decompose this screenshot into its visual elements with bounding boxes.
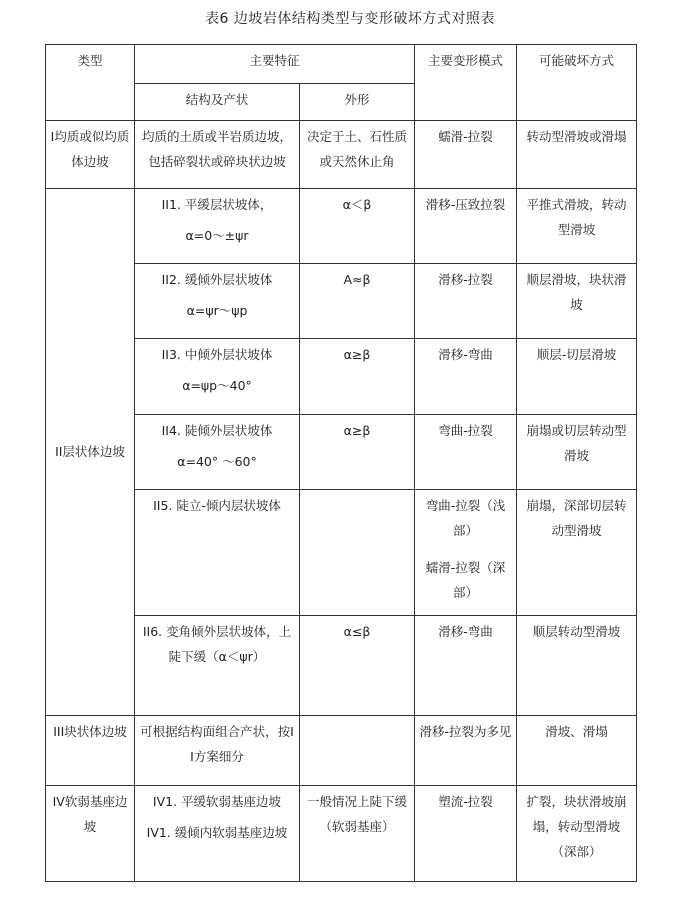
header-failure: 可能破坏方式 <box>517 45 637 121</box>
group2-type: II层状体边坡 <box>46 188 135 716</box>
r25-structure: II5. 陡立-倾内层状坡体 <box>135 490 300 616</box>
r24-deformation: 弯曲-拉裂 <box>415 414 517 489</box>
r23-deformation: 滑移-弯曲 <box>415 339 517 414</box>
r26-structure: II6. 变角倾外层状坡体，上陡下缓（α＜ψr） <box>135 615 300 715</box>
row4-structure-line2: IV1. 缓倾内软弱基座边坡 <box>146 825 288 841</box>
table-row <box>46 786 637 882</box>
r25-deformation-shallow: 弯曲-拉裂（浅部） <box>425 498 506 539</box>
row4-structure-line1: IV1. 平缓软弱基座边坡 <box>152 794 282 810</box>
r21-structure-line1: II1. 平缓层状坡体， <box>161 196 273 212</box>
r22-shape: A≈β <box>300 264 415 339</box>
r22-structure-line2: α=ψr～ψp <box>186 303 248 319</box>
r24-structure <box>135 414 300 489</box>
r23-shape: α≥β <box>300 339 415 414</box>
row1-shape: 决定于土、石性质或天然休止角 <box>300 121 415 188</box>
r26-failure: 顺层转动型滑坡 <box>517 615 637 715</box>
r26-deformation: 滑移-弯曲 <box>415 615 517 715</box>
r22-failure: 顺层滑坡，块状滑坡 <box>517 264 637 339</box>
header-type: 类型 <box>46 45 135 121</box>
r24-shape: α≥β <box>300 414 415 489</box>
r25-deformation <box>415 490 517 616</box>
header-shape: 外形 <box>300 84 415 121</box>
r22-deformation: 滑移-拉裂 <box>415 264 517 339</box>
r26-shape: α≤β <box>300 615 415 715</box>
row4-deformation: 塑流-拉裂 <box>415 786 517 882</box>
table-row <box>46 121 637 188</box>
table-row <box>46 264 637 339</box>
table-row <box>46 188 637 263</box>
slope-structure-table <box>45 44 637 882</box>
header-structure: 结构及产状 <box>135 84 300 121</box>
row3-deformation: 滑移-拉裂为多见 <box>415 716 517 786</box>
row1-deformation: 蠕滑-拉裂 <box>415 121 517 188</box>
header-main-features: 主要特征 <box>135 45 415 84</box>
r23-structure <box>135 339 300 414</box>
r23-failure: 顺层-切层滑坡 <box>517 339 637 414</box>
r24-structure-line2: α=40° ～60° <box>177 453 257 469</box>
r22-structure-line1: II2. 缓倾外层状坡体 <box>161 272 273 288</box>
r21-structure <box>135 188 300 263</box>
row3-shape <box>300 716 415 786</box>
r21-failure: 平推式滑坡，转动型滑坡 <box>517 188 637 263</box>
r23-structure-line2: α=ψp～40° <box>182 378 252 394</box>
table-row <box>46 615 637 715</box>
row1-structure: 均质的土质或半岩质边坡，包括碎裂状或碎块状边坡 <box>135 121 300 188</box>
r25-failure: 崩塌，深部切层转动型滑坡 <box>517 490 637 616</box>
table-row <box>46 716 637 786</box>
table-row <box>46 339 637 414</box>
r21-deformation: 滑移-压致拉裂 <box>415 188 517 263</box>
r24-failure: 崩塌或切层转动型滑坡 <box>517 414 637 489</box>
header-deformation: 主要变形模式 <box>415 45 517 121</box>
table-row <box>46 414 637 489</box>
r21-shape: α＜β <box>300 188 415 263</box>
table-caption: 表6 边坡岩体结构类型与变形破坏方式对照表 <box>205 11 495 27</box>
row4-structure <box>135 786 300 882</box>
r22-structure <box>135 264 300 339</box>
row4-shape: 一般情况上陡下缓（软弱基座） <box>300 786 415 882</box>
row3-failure: 滑坡、滑塌 <box>517 716 637 786</box>
row4-type: IV软弱基座边坡 <box>46 786 135 882</box>
row1-failure: 转动型滑坡或滑塌 <box>517 121 637 188</box>
row3-structure: 可根据结构面组合产状，按II方案细分 <box>135 716 300 786</box>
row4-failure: 扩裂，块状滑坡崩塌，转动型滑坡（深部） <box>517 786 637 882</box>
r23-structure-line1: II3. 中倾外层状坡体 <box>161 347 273 363</box>
row3-type: III块状体边坡 <box>46 716 135 786</box>
r21-structure-line2: α=0～±ψr <box>185 227 249 243</box>
table-row <box>46 490 637 616</box>
r25-deformation-deep: 蠕滑-拉裂（深部） <box>425 560 506 601</box>
r25-shape <box>300 490 415 616</box>
r24-structure-line1: II4. 陡倾外层状坡体 <box>161 422 273 438</box>
row1-type: I均质或似均质体边坡 <box>46 121 135 188</box>
